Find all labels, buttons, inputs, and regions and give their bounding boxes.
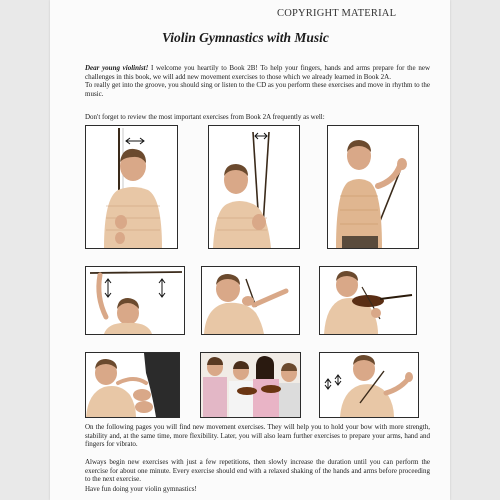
body-paragraph-1: On the following pages you will find new movement exercises. They will help you to hold your bow with more strength, stability and, at the same time, more flexibility. Later, you will also learn further exercises to prepare your arms, hand and fingers for vibrato. — [85, 423, 430, 449]
intro-text — [85, 64, 430, 98]
body-paragraph-2: Always begin new exercises with just a few repetitions, then slowly increase the duration until you can perform the exercise for about one minute. Every exercise should end with a relaxed shaking of the hands and arms before proceeding to the next exercise. — [85, 458, 430, 484]
page-title: Violin Gymnastics with Music — [162, 30, 329, 45]
photo-boy-holding-bow-up — [327, 125, 419, 249]
closing-line: Have fun doing your violin gymnastics! — [85, 485, 197, 493]
intro-lead: Dear young violinist! — [85, 64, 149, 72]
intro-line-2: To really get into the groove, you should sing or listen to the CD as you perform these exercises and move in rhythm to the music. — [85, 81, 430, 98]
photo-boy-playing-violin — [319, 266, 417, 335]
review-text: Don't forget to review the most important exercises from Book 2A frequently as well: — [85, 113, 325, 121]
copyright-notice: COPYRIGHT MATERIAL — [277, 8, 397, 19]
photo-boy-with-adult-hands — [85, 352, 180, 418]
photo-boy-holding-two-bows — [208, 125, 300, 249]
photo-boy-holding-bow-vertical — [85, 125, 178, 249]
intro-paragraph — [85, 64, 430, 81]
photo-boy-raising-bow-overhead — [85, 266, 185, 335]
photo-group-of-children-playing — [200, 352, 301, 418]
intro-line-1: I welcome you heartily to Book 2B! To help your fingers, hands and arms prepare for the new challenges in this book, we will add new movement exercises to those which we already learned in Book 2A. — [85, 64, 431, 81]
photo-boy-lifting-bow — [319, 352, 419, 418]
photo-boy-playing-violin-bow — [201, 266, 300, 335]
book-page — [50, 0, 450, 500]
